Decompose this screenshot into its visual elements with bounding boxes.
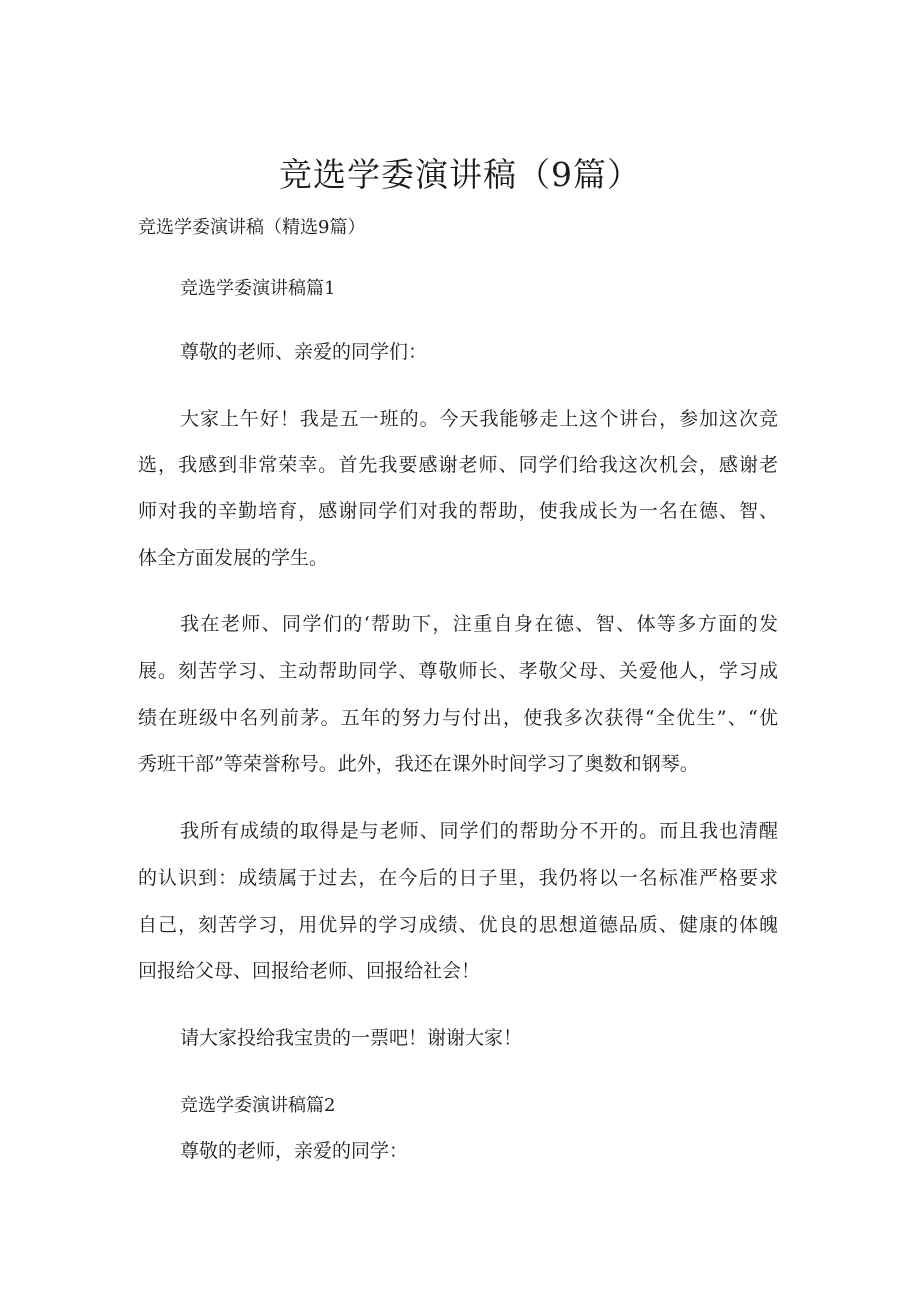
paragraph-1-line-2: 选，我感到非常荣幸。首先我要感谢老师、同学们给我这次机会，感谢老: [138, 454, 778, 476]
paragraph-1-line-1: 大家上午好！我是五一班的。今天我能够走上这个讲台，参加这次竞: [180, 408, 778, 430]
paragraph-1-line-3: 师对我的辛勤培育，感谢同学们对我的帮助，使我成长为一名在德、智、: [138, 500, 778, 522]
paragraph-3-line-3: 自己，刻苦学习，用优异的学习成绩、优良的思想道德品质、健康的体魄: [138, 914, 778, 936]
section-heading-2: 竞选学委演讲稿篇2: [180, 1095, 336, 1116]
greeting-1: 尊敬的老师、亲爱的同学们：: [180, 341, 428, 363]
document-subtitle: 竞选学委演讲稿（精选9篇）: [138, 217, 366, 238]
greeting-2: 尊敬的老师，亲爱的同学：: [180, 1140, 409, 1162]
paragraph-1-line-4: 体全方面发展的学生。: [138, 547, 329, 569]
closing-line: 请大家投给我宝贵的一票吧！谢谢大家！: [180, 1027, 523, 1049]
paragraph-2-line-2: 展。刻苦学习、主动帮助同学、尊敬师长、孝敬父母、关爱他人，学习成: [138, 660, 778, 682]
paragraph-2-line-1: 我在老师、同学们的‘帮助下，注重自身在德、智、体等多方面的发: [180, 613, 778, 635]
document-title: 竞选学委演讲稿（9篇）: [279, 155, 641, 194]
paragraph-2-line-3: 绩在班级中名列前茅。五年的努力与付出，使我多次获得“全优生”、“优: [138, 707, 778, 729]
paragraph-3-line-4: 回报给父母、回报给老师、回报给社会！: [138, 960, 481, 982]
paragraph-3-line-1: 我所有成绩的取得是与老师、同学们的帮助分不开的。而且我也清醒: [180, 820, 778, 842]
paragraph-3-line-2: 的认识到：成绩属于过去，在今后的日子里，我仍将以一名标准严格要求: [138, 867, 778, 889]
paragraph-2-line-4: 秀班干部”等荣誉称号。此外，我还在课外时间学习了奥数和钢琴。: [138, 753, 699, 775]
section-heading-1: 竞选学委演讲稿篇1: [180, 278, 336, 299]
